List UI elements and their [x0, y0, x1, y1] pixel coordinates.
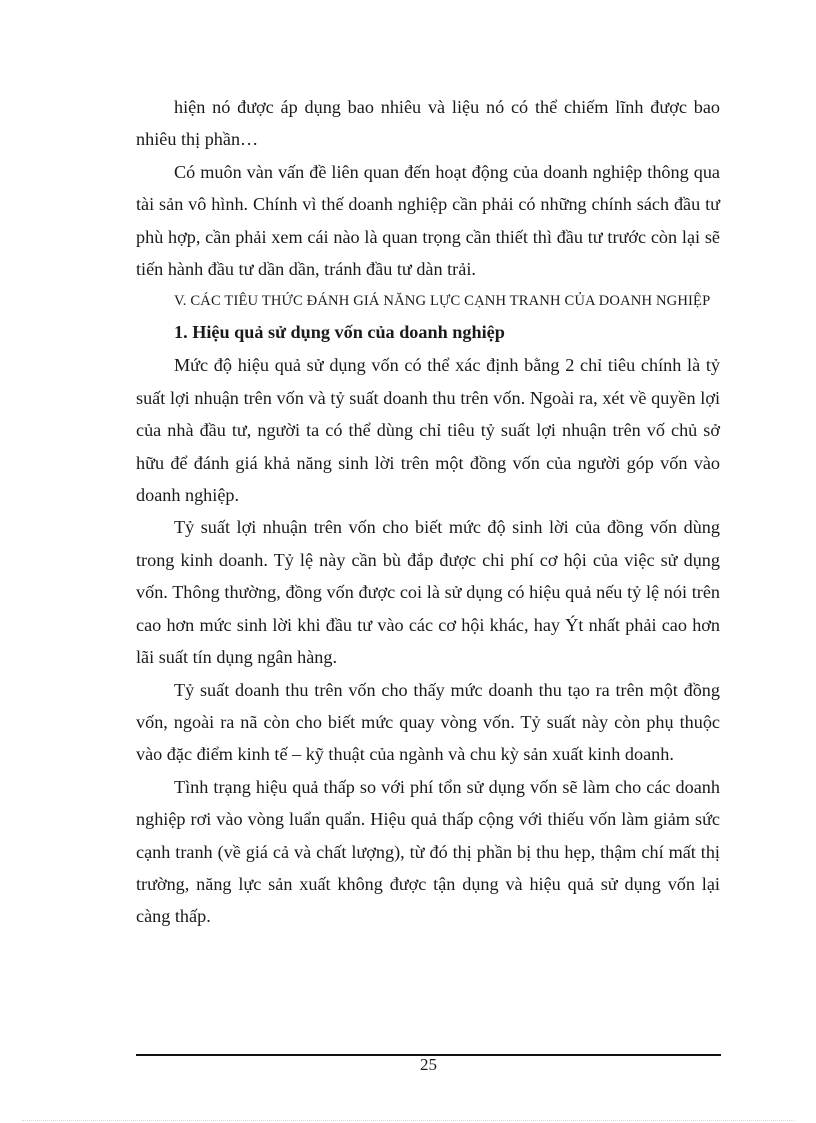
section-heading: V. CÁC TIÊU THỨC ĐÁNH GIÁ NĂNG LỰC CẠNH TRANH CỦA DOANH NGHIỆP [174, 293, 711, 310]
page-body [136, 91, 720, 933]
subsection-heading: 1. Hiệu quả sử dụng vốn của doanh nghiệp [174, 322, 505, 343]
body-paragraph: Mức độ hiệu quả sử dụng vốn có thể xác định bằng 2 chỉ tiêu chính là tỷ suất lợi nhuận trên vốn và tỷ suất doanh thu trên vốn. Ngoài ra, xét về quyền lợi của nhà đầu tư, người ta có thể dùng chỉ tiêu tỷ suất lợi nhuận trên vố chủ sở hữu để đánh giá khả năng sinh lời trên một đồng vốn của người góp vốn vào doanh nghiệp. [136, 355, 720, 506]
body-paragraph: Tình trạng hiệu quả thấp so với phí tổn sử dụng vốn sẽ làm cho các doanh nghiệp rơi vào vòng luẩn quẩn. Hiệu quả thấp cộng với thiếu vốn làm giảm sức cạnh tranh (về giá cả và chất lượng), từ đó thị phần bị thu hẹp, thậm chí mất thị trường, năng lực sản xuất không được tận dụng và hiệu quả sử dụng vốn lại càng thấp. [136, 776, 720, 927]
body-paragraph: Tỷ suất lợi nhuận trên vốn cho biết mức độ sinh lời của đồng vốn dùng trong kinh doanh. Tỷ lệ này cần bù đắp được chi phí cơ hội của việc sử dụng vốn. Thông thường, đồng vốn được coi là sử dụng có hiệu quả nếu tỷ lệ nói trên cao hơn mức sinh lời khi đầu tư vào các cơ hội khác, hay Ýt nhất phải cao hơn lãi suất tín dụng ngân hàng. [136, 517, 720, 668]
page-number: 25 [420, 1055, 437, 1074]
intangible-assets-paragraph: Có muôn vàn vấn đề liên quan đến hoạt động của doanh nghiệp thông qua tài sản vô hình. Chính vì thế doanh nghiệp cần phải có những chính sách đầu tư phù hợp, cần phải xem cái nào là quan trọng cần thiết thì đầu tư trước còn lại sẽ tiến hành đầu tư dần dần, tránh đầu tư dàn trải. [136, 161, 720, 280]
body-paragraph: Tỷ suất doanh thu trên vốn cho thấy mức doanh thu tạo ra trên một đồng vốn, ngoài ra nã còn cho biết mức quay vòng vốn. Tỷ suất này còn phụ thuộc vào đặc điểm kinh tế – kỹ thuật của ngành và chu kỳ sản xuất kinh doanh. [136, 679, 720, 765]
page-bottom-border [22, 1120, 794, 1121]
continuation-paragraph: hiện nó được áp dụng bao nhiêu và liệu nó có thể chiếm lĩnh được bao nhiêu thị phần… [136, 97, 720, 150]
